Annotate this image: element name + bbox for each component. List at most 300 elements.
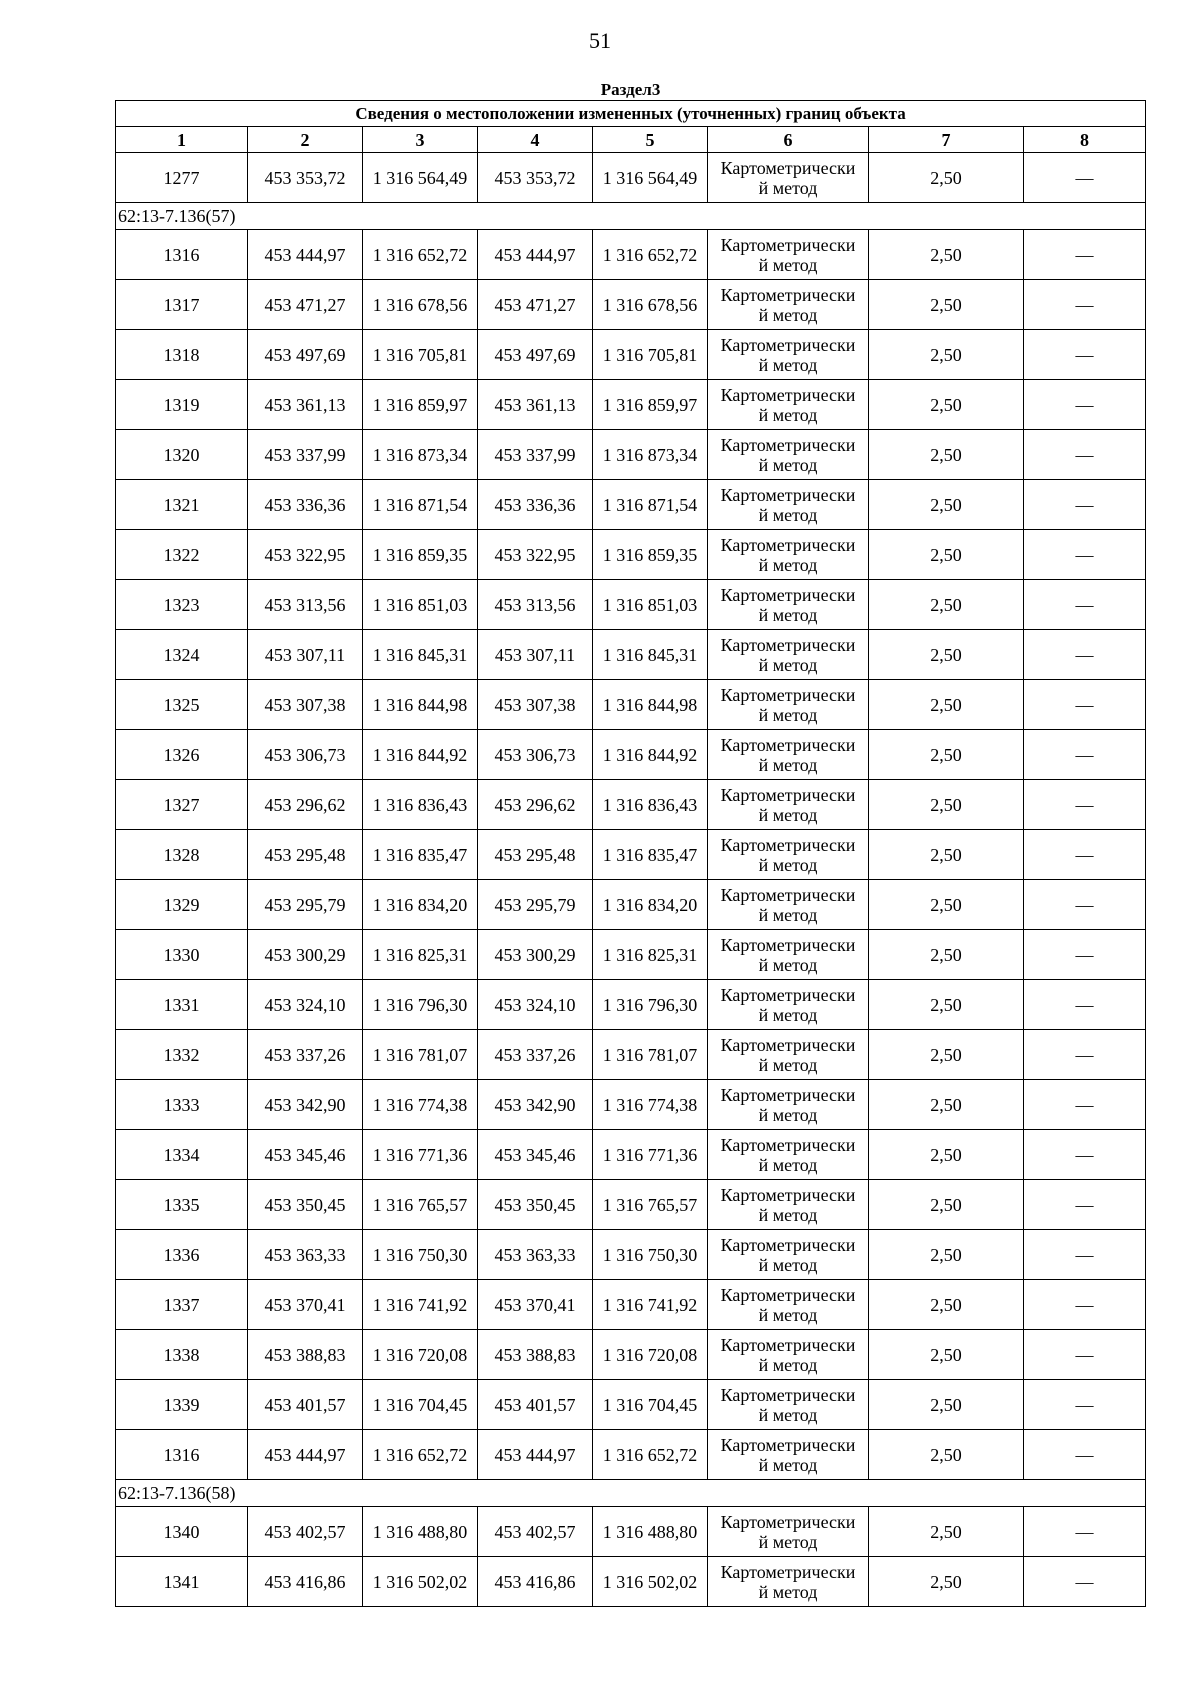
accuracy-cell: 2,50 — [869, 330, 1024, 380]
method-line-1: Картометрически — [720, 984, 856, 1005]
refined-x-cell: 453 307,38 — [478, 680, 593, 730]
existing-y-cell: 1 316 781,07 — [363, 1030, 478, 1080]
refined-x-cell: 453 306,73 — [478, 730, 593, 780]
existing-x-cell: 453 370,41 — [248, 1280, 363, 1330]
column-header: 3 — [363, 127, 478, 153]
refined-y-cell: 1 316 834,20 — [593, 880, 708, 930]
method-line-2: й метод — [758, 1581, 818, 1602]
refined-y-cell: 1 316 859,35 — [593, 530, 708, 580]
accuracy-cell: 2,50 — [869, 680, 1024, 730]
existing-x-cell: 453 353,72 — [248, 153, 363, 203]
note-cell: — — [1024, 1130, 1146, 1180]
refined-y-cell: 1 316 741,92 — [593, 1280, 708, 1330]
accuracy-cell: 2,50 — [869, 280, 1024, 330]
existing-y-cell: 1 316 834,20 — [363, 880, 478, 930]
point-number-cell: 1322 — [116, 530, 248, 580]
column-header-row — [116, 127, 1146, 153]
existing-x-cell: 453 336,36 — [248, 480, 363, 530]
existing-y-cell: 1 316 844,92 — [363, 730, 478, 780]
existing-y-cell: 1 316 845,31 — [363, 630, 478, 680]
cadastral-group-label: 62:13-7.136(57) — [116, 203, 1146, 230]
method-line-2: й метод — [758, 654, 818, 675]
existing-y-cell: 1 316 720,08 — [363, 1330, 478, 1380]
accuracy-cell: 2,50 — [869, 1430, 1024, 1480]
note-cell: — — [1024, 530, 1146, 580]
existing-x-cell: 453 337,99 — [248, 430, 363, 480]
existing-y-cell: 1 316 851,03 — [363, 580, 478, 630]
method-line-1: Картометрически — [720, 434, 856, 455]
method-cell — [708, 780, 869, 830]
refined-x-cell: 453 324,10 — [478, 980, 593, 1030]
refined-x-cell: 453 363,33 — [478, 1230, 593, 1280]
table-row — [116, 1130, 1146, 1180]
existing-y-cell: 1 316 835,47 — [363, 830, 478, 880]
method-line-2: й метод — [758, 404, 818, 425]
note-cell: — — [1024, 1380, 1146, 1430]
existing-x-cell: 453 363,33 — [248, 1230, 363, 1280]
point-number-cell: 1316 — [116, 230, 248, 280]
accuracy-cell: 2,50 — [869, 480, 1024, 530]
accuracy-cell: 2,50 — [869, 1130, 1024, 1180]
method-line-1: Картометрически — [720, 784, 856, 805]
point-number-cell: 1324 — [116, 630, 248, 680]
method-line-1: Картометрически — [720, 634, 856, 655]
method-line-2: й метод — [758, 1404, 818, 1425]
accuracy-cell: 2,50 — [869, 1030, 1024, 1080]
refined-y-cell: 1 316 502,02 — [593, 1557, 708, 1607]
point-number-cell: 1317 — [116, 280, 248, 330]
method-cell — [708, 880, 869, 930]
existing-x-cell: 453 402,57 — [248, 1507, 363, 1557]
table-row — [116, 680, 1146, 730]
method-line-1: Картометрически — [720, 584, 856, 605]
table-row — [116, 380, 1146, 430]
method-line-2: й метод — [758, 354, 818, 375]
method-line-1: Картометрически — [720, 884, 856, 905]
refined-y-cell: 1 316 781,07 — [593, 1030, 708, 1080]
note-cell: — — [1024, 153, 1146, 203]
accuracy-cell: 2,50 — [869, 430, 1024, 480]
refined-y-cell: 1 316 705,81 — [593, 330, 708, 380]
note-cell: — — [1024, 1330, 1146, 1380]
accuracy-cell: 2,50 — [869, 730, 1024, 780]
accuracy-cell: 2,50 — [869, 1507, 1024, 1557]
method-cell — [708, 530, 869, 580]
accuracy-cell: 2,50 — [869, 1330, 1024, 1380]
note-cell: — — [1024, 280, 1146, 330]
column-header: 7 — [869, 127, 1024, 153]
existing-x-cell: 453 342,90 — [248, 1080, 363, 1130]
point-number-cell: 1331 — [116, 980, 248, 1030]
column-header: 6 — [708, 127, 869, 153]
refined-y-cell: 1 316 796,30 — [593, 980, 708, 1030]
method-line-2: й метод — [758, 1531, 818, 1552]
refined-y-cell: 1 316 836,43 — [593, 780, 708, 830]
refined-x-cell: 453 300,29 — [478, 930, 593, 980]
column-header: 8 — [1024, 127, 1146, 153]
existing-y-cell: 1 316 652,72 — [363, 230, 478, 280]
refined-y-cell: 1 316 774,38 — [593, 1080, 708, 1130]
method-line-1: Картометрически — [720, 1511, 856, 1532]
note-cell: — — [1024, 980, 1146, 1030]
refined-x-cell: 453 337,99 — [478, 430, 593, 480]
method-line-1: Картометрически — [720, 1034, 856, 1055]
refined-y-cell: 1 316 845,31 — [593, 630, 708, 680]
refined-x-cell: 453 370,41 — [478, 1280, 593, 1330]
accuracy-cell: 2,50 — [869, 230, 1024, 280]
existing-x-cell: 453 444,97 — [248, 1430, 363, 1480]
refined-y-cell: 1 316 765,57 — [593, 1180, 708, 1230]
existing-y-cell: 1 316 871,54 — [363, 480, 478, 530]
note-cell: — — [1024, 1030, 1146, 1080]
method-line-1: Картометрически — [720, 384, 856, 405]
refined-x-cell: 453 361,13 — [478, 380, 593, 430]
accuracy-cell: 2,50 — [869, 930, 1024, 980]
column-header: 1 — [116, 127, 248, 153]
existing-y-cell: 1 316 765,57 — [363, 1180, 478, 1230]
table-row — [116, 730, 1146, 780]
method-line-2: й метод — [758, 1454, 818, 1475]
existing-x-cell: 453 444,97 — [248, 230, 363, 280]
existing-x-cell: 453 345,46 — [248, 1130, 363, 1180]
table-row — [116, 830, 1146, 880]
table-row — [116, 1430, 1146, 1480]
existing-y-cell: 1 316 774,38 — [363, 1080, 478, 1130]
existing-x-cell: 453 306,73 — [248, 730, 363, 780]
accuracy-cell: 2,50 — [869, 1230, 1024, 1280]
refined-y-cell: 1 316 835,47 — [593, 830, 708, 880]
existing-x-cell: 453 300,29 — [248, 930, 363, 980]
method-line-1: Картометрически — [720, 1084, 856, 1105]
note-cell: — — [1024, 880, 1146, 930]
accuracy-cell: 2,50 — [869, 630, 1024, 680]
method-line-1: Картометрически — [720, 157, 856, 178]
note-cell: — — [1024, 630, 1146, 680]
point-number-cell: 1316 — [116, 1430, 248, 1480]
point-number-cell: 1319 — [116, 380, 248, 430]
refined-y-cell: 1 316 488,80 — [593, 1507, 708, 1557]
refined-x-cell: 453 444,97 — [478, 1430, 593, 1480]
method-line-2: й метод — [758, 804, 818, 825]
method-line-2: й метод — [758, 1304, 818, 1325]
method-cell — [708, 980, 869, 1030]
refined-y-cell: 1 316 750,30 — [593, 1230, 708, 1280]
method-line-2: й метод — [758, 754, 818, 775]
method-cell — [708, 1557, 869, 1607]
column-header: 2 — [248, 127, 363, 153]
column-header: 4 — [478, 127, 593, 153]
refined-y-cell: 1 316 871,54 — [593, 480, 708, 530]
method-cell — [708, 1180, 869, 1230]
existing-y-cell: 1 316 741,92 — [363, 1280, 478, 1330]
existing-y-cell: 1 316 704,45 — [363, 1380, 478, 1430]
method-cell — [708, 1230, 869, 1280]
refined-y-cell: 1 316 825,31 — [593, 930, 708, 980]
table-row — [116, 1380, 1146, 1430]
refined-x-cell: 453 307,11 — [478, 630, 593, 680]
accuracy-cell: 2,50 — [869, 1557, 1024, 1607]
method-line-2: й метод — [758, 604, 818, 625]
method-cell — [708, 480, 869, 530]
table-row — [116, 1330, 1146, 1380]
existing-x-cell: 453 295,48 — [248, 830, 363, 880]
column-header: 5 — [593, 127, 708, 153]
method-line-2: й метод — [758, 1054, 818, 1075]
refined-x-cell: 453 353,72 — [478, 153, 593, 203]
existing-x-cell: 453 322,95 — [248, 530, 363, 580]
page-number: 51 — [589, 28, 611, 53]
table-row — [116, 1230, 1146, 1280]
point-number-cell: 1326 — [116, 730, 248, 780]
table-row — [116, 1507, 1146, 1557]
refined-y-cell: 1 316 704,45 — [593, 1380, 708, 1430]
existing-y-cell: 1 316 859,35 — [363, 530, 478, 580]
method-line-1: Картометрически — [720, 1234, 856, 1255]
note-cell: — — [1024, 830, 1146, 880]
refined-y-cell: 1 316 851,03 — [593, 580, 708, 630]
note-cell: — — [1024, 580, 1146, 630]
point-number-cell: 1327 — [116, 780, 248, 830]
table-body — [116, 80, 1146, 1607]
method-line-2: й метод — [758, 854, 818, 875]
note-cell: — — [1024, 1430, 1146, 1480]
method-cell — [708, 1080, 869, 1130]
existing-x-cell: 453 361,13 — [248, 380, 363, 430]
method-line-2: й метод — [758, 1104, 818, 1125]
note-cell: — — [1024, 1080, 1146, 1130]
point-number-cell: 1321 — [116, 480, 248, 530]
existing-y-cell: 1 316 873,34 — [363, 430, 478, 480]
refined-x-cell: 453 337,26 — [478, 1030, 593, 1080]
existing-y-cell: 1 316 564,49 — [363, 153, 478, 203]
method-cell — [708, 380, 869, 430]
method-line-1: Картометрически — [720, 934, 856, 955]
accuracy-cell: 2,50 — [869, 980, 1024, 1030]
point-number-cell: 1333 — [116, 1080, 248, 1130]
note-cell: — — [1024, 330, 1146, 380]
table-row — [116, 1180, 1146, 1230]
group-row — [116, 203, 1146, 230]
refined-x-cell: 453 295,79 — [478, 880, 593, 930]
method-line-2: й метод — [758, 1154, 818, 1175]
method-line-1: Картометрически — [720, 1334, 856, 1355]
table-row — [116, 780, 1146, 830]
point-number-cell: 1336 — [116, 1230, 248, 1280]
note-cell: — — [1024, 1557, 1146, 1607]
existing-x-cell: 453 388,83 — [248, 1330, 363, 1380]
method-cell — [708, 430, 869, 480]
method-line-2: й метод — [758, 177, 818, 198]
method-line-1: Картометрически — [720, 284, 856, 305]
refined-x-cell: 453 345,46 — [478, 1130, 593, 1180]
method-line-1: Картометрически — [720, 534, 856, 555]
refined-x-cell: 453 388,83 — [478, 1330, 593, 1380]
existing-x-cell: 453 350,45 — [248, 1180, 363, 1230]
method-cell — [708, 280, 869, 330]
refined-x-cell: 453 313,56 — [478, 580, 593, 630]
refined-y-cell: 1 316 652,72 — [593, 230, 708, 280]
cadastral-group-label: 62:13-7.136(58) — [116, 1480, 1146, 1507]
table-row — [116, 630, 1146, 680]
accuracy-cell: 2,50 — [869, 1380, 1024, 1430]
method-cell — [708, 1030, 869, 1080]
method-line-1: Картометрически — [720, 1561, 856, 1582]
method-line-2: й метод — [758, 454, 818, 475]
method-line-1: Картометрически — [720, 1434, 856, 1455]
refined-y-cell: 1 316 720,08 — [593, 1330, 708, 1380]
method-cell — [708, 1430, 869, 1480]
existing-x-cell: 453 324,10 — [248, 980, 363, 1030]
coordinates-table — [115, 80, 1146, 1607]
refined-y-cell: 1 316 873,34 — [593, 430, 708, 480]
point-number-cell: 1328 — [116, 830, 248, 880]
section-row — [116, 80, 1146, 101]
refined-y-cell: 1 316 771,36 — [593, 1130, 708, 1180]
existing-x-cell: 453 313,56 — [248, 580, 363, 630]
point-number-cell: 1329 — [116, 880, 248, 930]
point-number-cell: 1323 — [116, 580, 248, 630]
table-row — [116, 980, 1146, 1030]
method-cell — [708, 680, 869, 730]
refined-x-cell: 453 402,57 — [478, 1507, 593, 1557]
method-cell — [708, 930, 869, 980]
method-line-1: Картометрически — [720, 334, 856, 355]
point-number-cell: 1325 — [116, 680, 248, 730]
table-row — [116, 880, 1146, 930]
method-line-2: й метод — [758, 1254, 818, 1275]
existing-x-cell: 453 307,38 — [248, 680, 363, 730]
note-cell: — — [1024, 1507, 1146, 1557]
refined-x-cell: 453 444,97 — [478, 230, 593, 280]
refined-x-cell: 453 350,45 — [478, 1180, 593, 1230]
method-line-2: й метод — [758, 1204, 818, 1225]
method-line-1: Картометрически — [720, 234, 856, 255]
accuracy-cell: 2,50 — [869, 1180, 1024, 1230]
method-cell — [708, 1130, 869, 1180]
method-line-2: й метод — [758, 504, 818, 525]
table-row — [116, 330, 1146, 380]
accuracy-cell: 2,50 — [869, 830, 1024, 880]
note-cell: — — [1024, 730, 1146, 780]
accuracy-cell: 2,50 — [869, 580, 1024, 630]
refined-y-cell: 1 316 844,92 — [593, 730, 708, 780]
existing-x-cell: 453 416,86 — [248, 1557, 363, 1607]
method-cell — [708, 153, 869, 203]
refined-x-cell: 453 497,69 — [478, 330, 593, 380]
method-line-1: Картометрически — [720, 1184, 856, 1205]
existing-x-cell: 453 295,79 — [248, 880, 363, 930]
existing-x-cell: 453 337,26 — [248, 1030, 363, 1080]
accuracy-cell: 2,50 — [869, 880, 1024, 930]
method-line-2: й метод — [758, 304, 818, 325]
point-number-cell: 1338 — [116, 1330, 248, 1380]
table-row — [116, 1557, 1146, 1607]
refined-x-cell: 453 471,27 — [478, 280, 593, 330]
method-line-2: й метод — [758, 704, 818, 725]
method-cell — [708, 230, 869, 280]
method-line-1: Картометрически — [720, 1384, 856, 1405]
refined-x-cell: 453 296,62 — [478, 780, 593, 830]
existing-y-cell: 1 316 678,56 — [363, 280, 478, 330]
existing-x-cell: 453 296,62 — [248, 780, 363, 830]
method-line-1: Картометрически — [720, 734, 856, 755]
table-row — [116, 580, 1146, 630]
note-cell: — — [1024, 780, 1146, 830]
section-label: Раздел3 — [600, 80, 661, 99]
table-row — [116, 230, 1146, 280]
accuracy-cell: 2,50 — [869, 153, 1024, 203]
refined-y-cell: 1 316 678,56 — [593, 280, 708, 330]
refined-x-cell: 453 401,57 — [478, 1380, 593, 1430]
existing-y-cell: 1 316 796,30 — [363, 980, 478, 1030]
existing-y-cell: 1 316 825,31 — [363, 930, 478, 980]
accuracy-cell: 2,50 — [869, 780, 1024, 830]
note-cell: — — [1024, 430, 1146, 480]
table-row — [116, 1080, 1146, 1130]
refined-x-cell: 453 416,86 — [478, 1557, 593, 1607]
existing-x-cell: 453 471,27 — [248, 280, 363, 330]
method-line-2: й метод — [758, 1354, 818, 1375]
point-number-cell: 1332 — [116, 1030, 248, 1080]
accuracy-cell: 2,50 — [869, 530, 1024, 580]
method-cell — [708, 730, 869, 780]
method-cell — [708, 1507, 869, 1557]
point-number-cell: 1340 — [116, 1507, 248, 1557]
note-cell: — — [1024, 1280, 1146, 1330]
refined-y-cell: 1 316 652,72 — [593, 1430, 708, 1480]
existing-x-cell: 453 307,11 — [248, 630, 363, 680]
existing-y-cell: 1 316 488,80 — [363, 1507, 478, 1557]
refined-x-cell: 453 342,90 — [478, 1080, 593, 1130]
refined-y-cell: 1 316 844,98 — [593, 680, 708, 730]
refined-x-cell: 453 336,36 — [478, 480, 593, 530]
existing-y-cell: 1 316 844,98 — [363, 680, 478, 730]
point-number-cell: 1334 — [116, 1130, 248, 1180]
method-line-1: Картометрически — [720, 1284, 856, 1305]
method-cell — [708, 630, 869, 680]
existing-x-cell: 453 401,57 — [248, 1380, 363, 1430]
note-cell: — — [1024, 1230, 1146, 1280]
method-cell — [708, 830, 869, 880]
table-row — [116, 153, 1146, 203]
existing-y-cell: 1 316 771,36 — [363, 1130, 478, 1180]
table-row — [116, 1030, 1146, 1080]
method-line-1: Картометрически — [720, 484, 856, 505]
point-number-cell: 1341 — [116, 1557, 248, 1607]
refined-y-cell: 1 316 564,49 — [593, 153, 708, 203]
accuracy-cell: 2,50 — [869, 1080, 1024, 1130]
method-line-2: й метод — [758, 254, 818, 275]
table-title: Сведения о местоположении измененных (уточненных) границ объекта — [116, 101, 1146, 127]
point-number-cell: 1337 — [116, 1280, 248, 1330]
method-line-2: й метод — [758, 1004, 818, 1025]
note-cell: — — [1024, 230, 1146, 280]
refined-x-cell: 453 322,95 — [478, 530, 593, 580]
table-title-row — [116, 101, 1146, 127]
accuracy-cell: 2,50 — [869, 380, 1024, 430]
table-row — [116, 530, 1146, 580]
table-row — [116, 280, 1146, 330]
method-line-2: й метод — [758, 954, 818, 975]
note-cell: — — [1024, 930, 1146, 980]
existing-y-cell: 1 316 750,30 — [363, 1230, 478, 1280]
point-number-cell: 1339 — [116, 1380, 248, 1430]
method-line-2: й метод — [758, 904, 818, 925]
point-number-cell: 1277 — [116, 153, 248, 203]
existing-x-cell: 453 497,69 — [248, 330, 363, 380]
point-number-cell: 1320 — [116, 430, 248, 480]
table-row — [116, 930, 1146, 980]
